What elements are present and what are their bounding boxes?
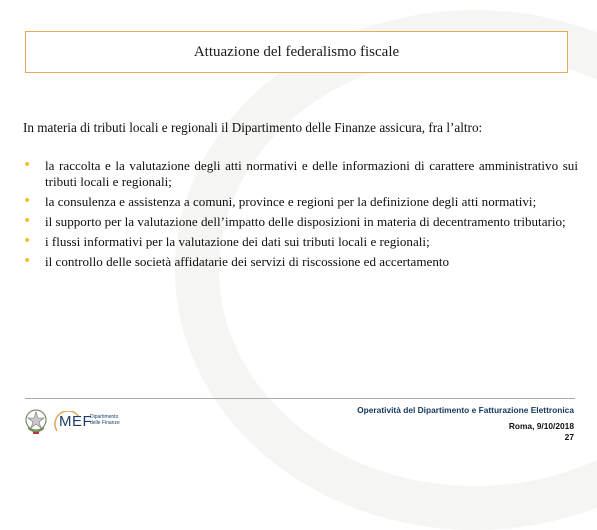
page-number: 27 xyxy=(564,432,574,442)
slide-title: Attuazione del federalismo fiscale xyxy=(193,43,400,60)
bullet-item xyxy=(23,158,578,190)
footer-divider xyxy=(25,398,575,399)
intro-paragraph: In materia di tributi locali e regionali il Dipartimento delle Finanze assicura, fra l’altro: xyxy=(23,120,483,135)
republic-emblem-icon xyxy=(24,408,48,436)
bullet-text: la raccolta e la valutazione degli atti normativi e delle informazioni di carattere amministrativo sui tributi locali e regionali; xyxy=(45,158,578,189)
bullet-item xyxy=(23,214,578,230)
slide-title-box xyxy=(25,31,568,73)
bullet-dot-icon: • xyxy=(23,233,32,249)
bullet-text: i flussi informativi per la valutazione dei dati sui tributi locali e regionali; xyxy=(45,234,430,249)
bullet-item xyxy=(23,234,578,250)
footer-info xyxy=(357,405,574,443)
bullet-item xyxy=(23,194,578,210)
bullet-dot-icon: • xyxy=(23,157,32,173)
bullet-text: il supporto per la valutazione dell’impatto delle disposizioni in materia di decentramento tributario; xyxy=(45,214,566,229)
bullet-item xyxy=(23,254,578,270)
bullet-text: il controllo delle società affidatarie dei servizi di riscossione ed accertamento xyxy=(45,254,450,269)
bullet-dot-icon: • xyxy=(23,193,32,209)
mef-department-label: Dipartimento delle Finanze xyxy=(90,414,120,426)
mef-logo xyxy=(54,411,124,435)
mef-wordmark: MEF xyxy=(59,413,93,430)
bullet-text: la consulenza e assistenza a comuni, province e regioni per la definizione degli atti normativi; xyxy=(45,194,537,209)
bullet-dot-icon: • xyxy=(23,253,32,269)
bullet-list xyxy=(23,158,578,274)
footer-event-title: Operatività del Dipartimento e Fatturazione Elettronica xyxy=(357,405,574,415)
footer-date: Roma, 9/10/2018 xyxy=(508,421,574,431)
bullet-dot-icon: • xyxy=(23,213,32,229)
